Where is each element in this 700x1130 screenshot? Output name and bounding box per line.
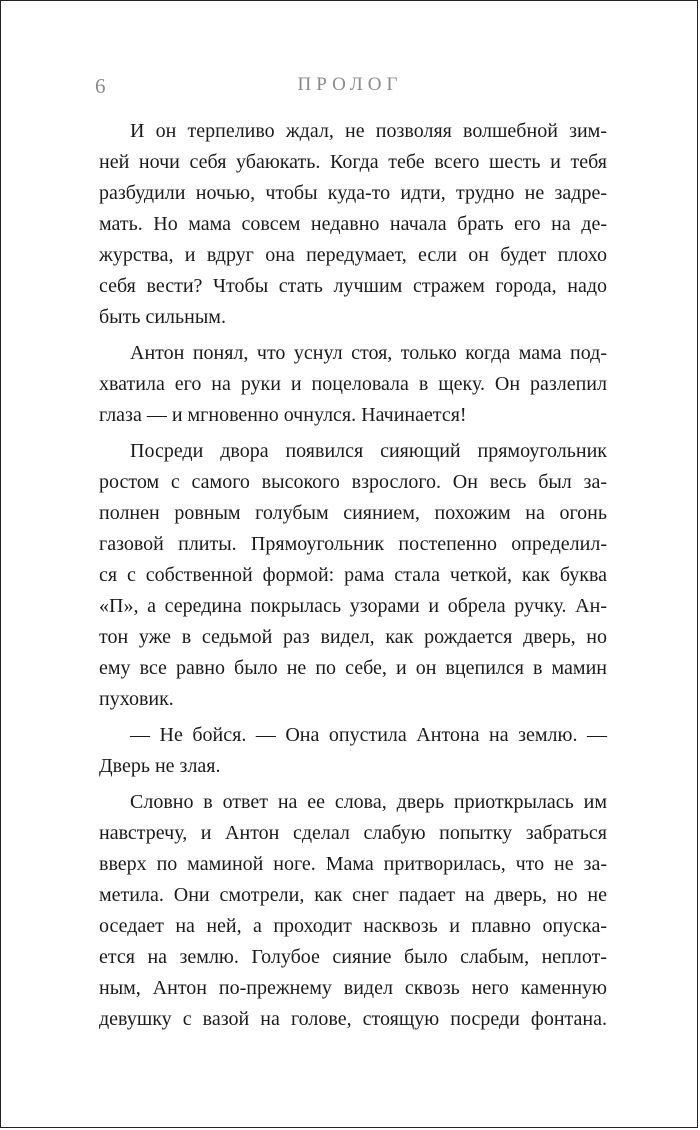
paragraph: [99, 720, 607, 782]
text-line: хватила его на руки и поцеловала в щеку. Он разлепил: [99, 373, 607, 395]
paragraph: [99, 787, 607, 1035]
text-line: глаза — и мгновенно очнулся. Начинается!: [99, 404, 467, 426]
text-line: газовой плиты. Прямоугольник постепенно определил-: [99, 533, 607, 555]
text-line: вверх по маминой ноге. Мама притворилась, что не за-: [99, 853, 607, 875]
text-line: пуховик.: [99, 688, 174, 710]
chapter-title: ПРОЛОГ: [297, 74, 403, 95]
text-line: себя вести? Чтобы стать лучшим стражем города, надо: [99, 275, 607, 297]
paragraph: [99, 436, 607, 715]
page-number: 6: [95, 74, 107, 98]
running-head: [0, 70, 700, 100]
text-line: Посреди двора появился сияющий прямоугольник: [130, 440, 607, 462]
text-line: полнен ровным голубым сиянием, похожим на огонь: [99, 502, 607, 524]
body-text: [99, 116, 607, 1035]
text-line: быть сильным.: [99, 306, 226, 328]
text-line: «П», а середина покрылась узорами и обрела ручку. Ан-: [99, 595, 607, 617]
text-line: тон уже в седьмой раз видел, как рождается дверь, но: [99, 626, 607, 648]
text-line: ему все равно было не по себе, и он вцепился в мамин: [99, 657, 607, 679]
text-line: Антон понял, что уснул стоя, только когда мама под-: [130, 342, 607, 364]
text-line: разбудили ночью, чтобы куда-то идти, трудно не задре-: [99, 182, 607, 204]
text-line: оседает на ней, а проходит насквозь и плавно опуска-: [99, 915, 607, 937]
text-line: метила. Они смотрели, как снег падает на дверь, но не: [99, 884, 607, 906]
text-line: девушку с вазой на голове, стоящую посреди фонтана.: [99, 1008, 607, 1030]
text-line: ным, Антон по-прежнему видел сквозь него каменную: [99, 977, 607, 999]
text-line: Дверь не злая.: [99, 755, 221, 777]
paragraph: [99, 338, 607, 431]
text-line: навстречу, и Антон сделал слабую попытку забраться: [99, 822, 607, 844]
text-line: ней ночи себя убаюкать. Когда тебе всего шесть и тебя: [99, 151, 607, 173]
text-line: — Не бойся. — Она опустила Антона на землю. —: [130, 724, 607, 746]
text-line: мать. Но мама совсем недавно начала брать его на де-: [99, 213, 607, 235]
text-line: ростом с самого высокого взрослого. Он весь был за-: [99, 471, 607, 493]
text-line: ется на землю. Голубое сияние было слабым, неплот-: [99, 946, 607, 968]
text-line: ся с собственной формой: рама стала четкой, как буква: [99, 564, 607, 586]
text-line: И он терпеливо ждал, не позволяя волшебной зим-: [130, 120, 607, 142]
text-line: журства, и вдруг она передумает, если он будет плохо: [99, 244, 607, 266]
text-line: Словно в ответ на ее слова, дверь приоткрылась им: [130, 791, 607, 813]
paragraph: [99, 116, 607, 333]
